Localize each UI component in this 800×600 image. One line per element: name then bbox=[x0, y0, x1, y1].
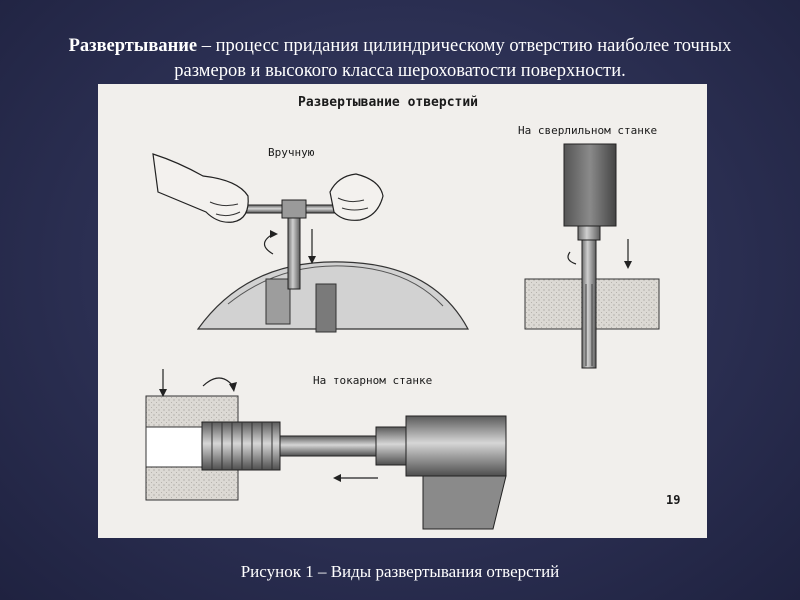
reaming-illustration bbox=[98, 84, 707, 538]
title-definition: – процесс придания цилиндрическому отверстию наиболее точных размеров и высокого класса шероховатости поверхности. bbox=[174, 36, 732, 81]
figure-caption: Рисунок 1 – Виды развертывания отверстий bbox=[240, 562, 560, 581]
manual-reaming-drawing bbox=[153, 154, 468, 332]
label-drill: На сверлильном станке bbox=[518, 124, 658, 137]
slide-title bbox=[40, 34, 760, 84]
label-manual: Вручную bbox=[268, 146, 315, 159]
figure-panel bbox=[98, 84, 707, 538]
label-lathe: На токарном станке bbox=[313, 374, 433, 387]
figure-heading: Развертывание отверстий bbox=[298, 95, 479, 110]
title-term: Развертывание bbox=[68, 36, 198, 56]
lathe-reaming-drawing bbox=[146, 369, 506, 529]
drill-press-reaming-drawing bbox=[525, 144, 659, 368]
page-number: 19 bbox=[666, 493, 681, 507]
